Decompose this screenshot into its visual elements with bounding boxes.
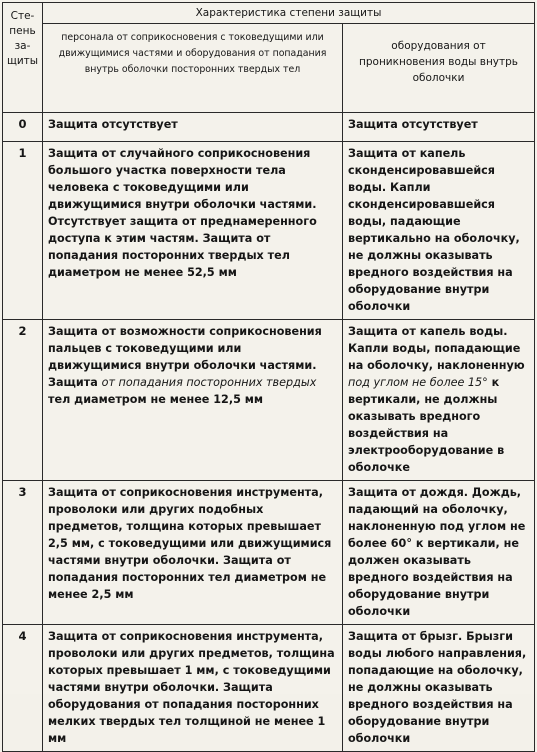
header-personnel: персонала от соприкосновения с токоведущими или движущимися частями и оборудования от попадания внутрь оболочки посторонних твердых тел [43, 24, 343, 113]
degree-cell: 4 [3, 625, 43, 752]
table-row [3, 142, 535, 320]
personnel-cell: Защита от случайного соприкосновения большого участка поверхности тела человека с токоведущими или движущимися внутри оболочки частями. Отсутствует защита от преднамеренного доступа к этим частям. Защита от попадания посторонних твердых тел диаметром не менее 52,5 мм [43, 142, 343, 320]
equipment-cell: Защита от дождя. Дождь, падающий на оболочку, наклоненную под углом не более 60° к вертикали, не должен оказывать вредного воздействия на оборудование внутри оболочки [343, 481, 535, 625]
header-equipment: оборудования от проникновения воды внутрь оболочки [343, 24, 535, 113]
personnel-text-b: от попадания посторонних твердых [101, 376, 317, 389]
degree-cell: 2 [3, 320, 43, 481]
personnel-cell: Защита от соприкосновения инструмента, проволоки или других подобных предметов, толщина которых превышает 2,5 мм, с токоведущими или движущимися частями внутри оболочки. Защита от попадания посторонних тел диаметром не менее 2,5 мм [43, 481, 343, 625]
personnel-cell: Защита отсутствует [43, 113, 343, 142]
table-row [3, 113, 535, 142]
equipment-cell: Защита отсутствует [343, 113, 535, 142]
personnel-cell [43, 320, 343, 481]
equipment-cell: Защита от брызг. Брызги воды любого направления, попадающие на оболочку, не должны оказывать вредного воздействия на оборудование внутри оболочки [343, 625, 535, 752]
header-degree-text: Сте- пень за- щиты [6, 10, 39, 67]
degree-cell: 1 [3, 142, 43, 320]
table-header-row [3, 3, 535, 24]
protection-degree-table [2, 2, 535, 752]
table-row [3, 481, 535, 625]
personnel-cell: Защита от соприкосновения инструмента, проволоки или других предметов, толщина которых превышает 1 мм, с токоведущими частями внутри оболочки. Защита оборудования от попадания посторонних мелких твердых тел толщиной не менее 1 мм [43, 625, 343, 752]
table-subheader-row [3, 24, 535, 113]
equipment-text-c: к вертикали, не должны оказывать вредного воздействия на электрооборудование в оболочке [348, 376, 505, 474]
equipment-text-a: Защита от капель воды. Капли воды, попадающие на оболочку, наклоненную [348, 325, 525, 372]
table-row [3, 625, 535, 752]
header-main-title: Характеристика степени защиты [43, 3, 535, 24]
degree-cell: 0 [3, 113, 43, 142]
equipment-text-b: под углом не более 15° [348, 376, 488, 389]
degree-cell: 3 [3, 481, 43, 625]
header-degree [3, 3, 43, 113]
equipment-cell [343, 320, 535, 481]
equipment-cell: Защита от капель сконденсировавшейся воды. Капли сконденсировавшейся воды, падающие вертикально на оболочку, не должны оказывать вредного воздействия на оборудование внутри оболочки [343, 142, 535, 320]
table-row [3, 320, 535, 481]
personnel-text-a: Защита от возможности соприкосновения пальцев с токоведущими или движущимися внутри оболочки частями. Защита [48, 325, 322, 389]
personnel-text-c: тел диаметром не менее 12,5 мм [48, 393, 264, 406]
